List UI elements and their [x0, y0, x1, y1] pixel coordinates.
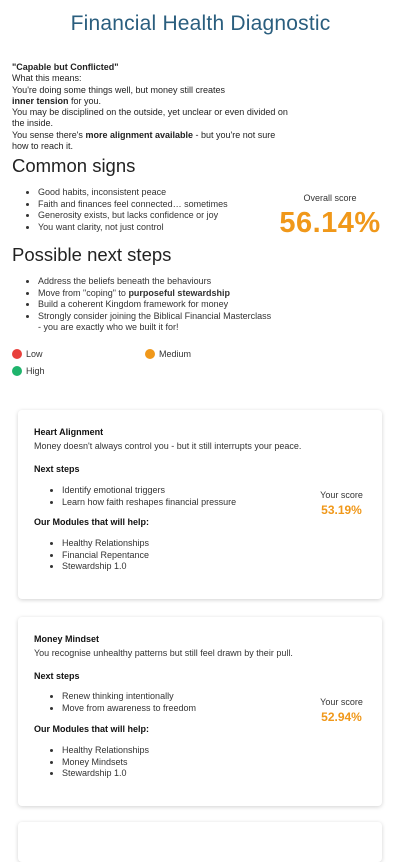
list-item: • You want clarity, not just control: [38, 222, 272, 234]
list-item: • Faith and finances feel connected… sometimes: [38, 199, 272, 211]
next-step-2-text: Move from "coping" to: [38, 287, 129, 298]
common-signs-heading: Common signs: [12, 155, 136, 176]
card-modules-label: Our Modules that will help:: [34, 517, 150, 527]
list-item: • Build a coherent Kingdom framework for money: [38, 299, 272, 311]
list-item: • Strongly consider joining the Biblical Financial Masterclass - you are exactly who we built it for!: [38, 311, 272, 334]
summary-line-3: You may be disciplined on the outside, yet unclear or even divided on the inside.: [12, 107, 288, 129]
list-item: • Money Mindsets: [62, 757, 322, 769]
legend-low: [12, 349, 43, 359]
legend-medium-label: Medium: [159, 349, 192, 359]
next-steps-heading: Possible next steps: [12, 244, 172, 265]
red-dot-icon: [12, 349, 22, 359]
card-next-steps-label: Next steps: [34, 464, 80, 474]
card-title: Heart Alignment: [34, 427, 104, 437]
card-next-steps-list: [34, 691, 322, 714]
inner-tension-text: inner tension: [12, 95, 69, 106]
card-description: Money doesn't always control you - but it still interrupts your peace.: [34, 441, 302, 451]
card-modules-list: [34, 538, 322, 573]
list-item: • Healthy Relationships: [62, 538, 322, 550]
card-score-value: 52.94%: [321, 710, 362, 724]
list-item: • Address the beliefs beneath the behaviours: [38, 276, 272, 288]
summary-line-1: You're doing some things well, but money still creates: [12, 84, 225, 95]
list-item: • Identify emotional triggers: [62, 485, 322, 497]
list-item: • Financial Repentance: [62, 550, 322, 562]
next-steps-list: [12, 276, 272, 334]
card-modules-list: [34, 745, 322, 780]
list-item: • Stewardship 1.0: [62, 768, 322, 780]
card-description: You recognise unhealthy patterns but still feel drawn by their pull.: [34, 648, 293, 658]
summary-line-4-bold: more alignment available: [85, 129, 193, 140]
card-modules-label: Our Modules that will help:: [34, 724, 150, 734]
list-item: • Renew thinking intentionally: [62, 691, 322, 703]
list-item: • Good habits, inconsistent peace: [38, 187, 272, 199]
what-label: What this means:: [12, 73, 82, 84]
summary-line-2: [12, 96, 292, 107]
common-signs-list: [12, 187, 272, 233]
overall-score-label: Overall score: [303, 193, 357, 203]
list-item: • Move from awareness to freedom: [62, 703, 322, 715]
card-score-label: Your score: [320, 490, 363, 500]
summary-line-4-b: - but you're not sure how to reach it.: [12, 129, 276, 152]
legend-high-label: High: [26, 366, 45, 376]
profile-name: "Capable but Conflicted": [12, 62, 119, 72]
card-next-steps-label: Next steps: [34, 671, 80, 681]
card-score-label: Your score: [320, 697, 363, 707]
card-score: [304, 697, 379, 724]
card-title: Money Mindset: [34, 634, 100, 644]
summary-line-4-a: You sense there's: [12, 129, 86, 140]
category-card-heart-alignment: [18, 410, 382, 599]
category-card-partial: [18, 822, 382, 862]
green-dot-icon: [12, 366, 22, 376]
page-title: Financial Health Diagnostic: [70, 12, 331, 35]
card-next-steps-list: [34, 485, 322, 508]
summary-line-4: [12, 130, 292, 153]
legend-medium: [145, 349, 191, 359]
card-score: [304, 490, 379, 517]
category-card-money-mindset: [18, 617, 382, 806]
overall-score-value: 56.14%: [279, 207, 381, 239]
summary-line-2-rest: for you.: [68, 95, 102, 106]
list-item: • Stewardship 1.0: [62, 561, 322, 573]
legend-high: [12, 366, 45, 376]
overall-score: [268, 193, 392, 240]
orange-dot-icon: [145, 349, 155, 359]
list-item: [38, 288, 272, 300]
legend-low-label: Low: [26, 349, 43, 359]
list-item: • Generosity exists, but lacks confidence or joy: [38, 210, 272, 222]
list-item: • Healthy Relationships: [62, 745, 322, 757]
list-item: • Learn how faith reshapes financial pressure: [62, 497, 322, 509]
result-summary: [12, 62, 292, 152]
next-step-2-bold: purposeful stewardship: [128, 287, 230, 298]
card-score-value: 53.19%: [321, 503, 362, 517]
